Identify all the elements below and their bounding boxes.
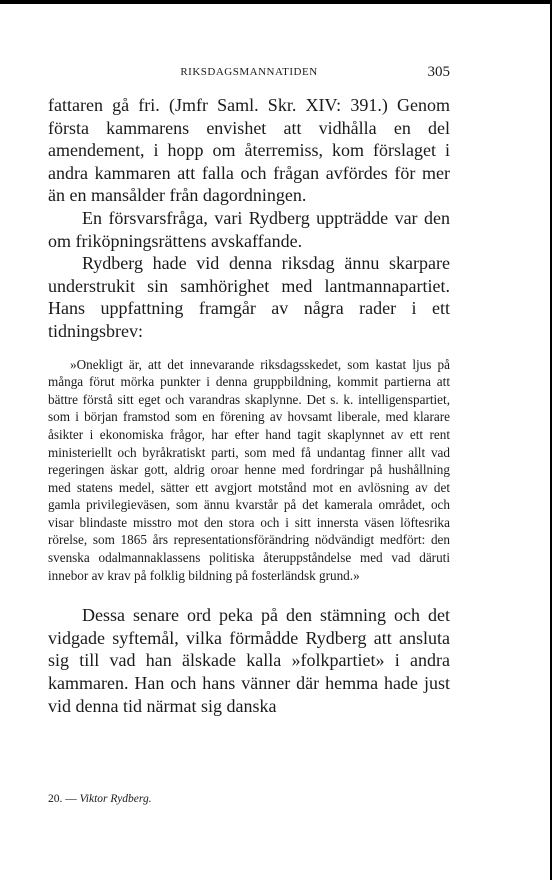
- printer-signature: [48, 793, 152, 805]
- body-paragraph-2: En försvarsfråga, vari Rydberg uppträdde var den om friköpningsrättens avskaffande.: [48, 207, 450, 251]
- page-header: [48, 64, 450, 84]
- signature-text: Viktor Rydberg.: [79, 793, 152, 805]
- page-number: 305: [427, 64, 450, 80]
- block-quote: »Onekligt är, att det innevarande riksdagsskedet, som kastat ljus på många förut mörka punkter i denna gruppbildning, kommit partierna att bättre förstå sitt eget och varandras skaplynne. Det s. k. intelligenspartiet, som i början framstod som en förening av hovsamt liberale, med klarare åsikter i ekonomiska frågor, har efter hand tagit skaplynnet av ett rent ministeriellt och byråkratiskt parti, som med få undantag finner allt vad regeringen äskar gott, aldrig oroar henne med fordringar på hushållning med statens medel, sätter ett avgjort motstånd mot en avlösning av det gamla privilegieväsen, som ännu kvarstår på det kamerala området, och visar blindaste misstro mot den stora och i sitt innersta väsen löftesrika rörelse, som 1865 års representationsförändring nödvändigt medfört: den svenska odalmannaklassens politiska återuppståndelse med vad däruti innebor av krav på folklig bildning på fosterländsk grund.»: [48, 356, 450, 583]
- page-body: [48, 94, 450, 717]
- body-paragraph-4: Dessa senare ord peka på den stämning och det vidgade syftemål, vilka förmådde Rydberg att ansluta sig till vad han älskade kalla »folkpartiet» i andra kammaren. Han och hans vänner där hemma hade just vid denna tid närmat sig danska: [48, 605, 450, 716]
- top-edge-rule: [0, 0, 552, 4]
- signature-number: 20. —: [48, 793, 77, 805]
- running-head: RIKSDAGSMANNATIDEN: [180, 66, 318, 78]
- body-paragraph-3: Rydberg hade vid denna riksdag ännu skarpare understrukit sin samhörighet med lantmannapartiet. Hans uppfattning framgår av några rader i ett tidningsbrev:: [48, 253, 450, 341]
- body-paragraph-1: fattaren gå fri. (Jmfr Saml. Skr. XIV: 391.) Genom första kammarens envishet att vidhålla en del amendement, i hopp om återremiss, kom förslaget i andra kammaren att falla och frågan avfördes för mer än en mansålder från dagordningen.: [48, 95, 450, 206]
